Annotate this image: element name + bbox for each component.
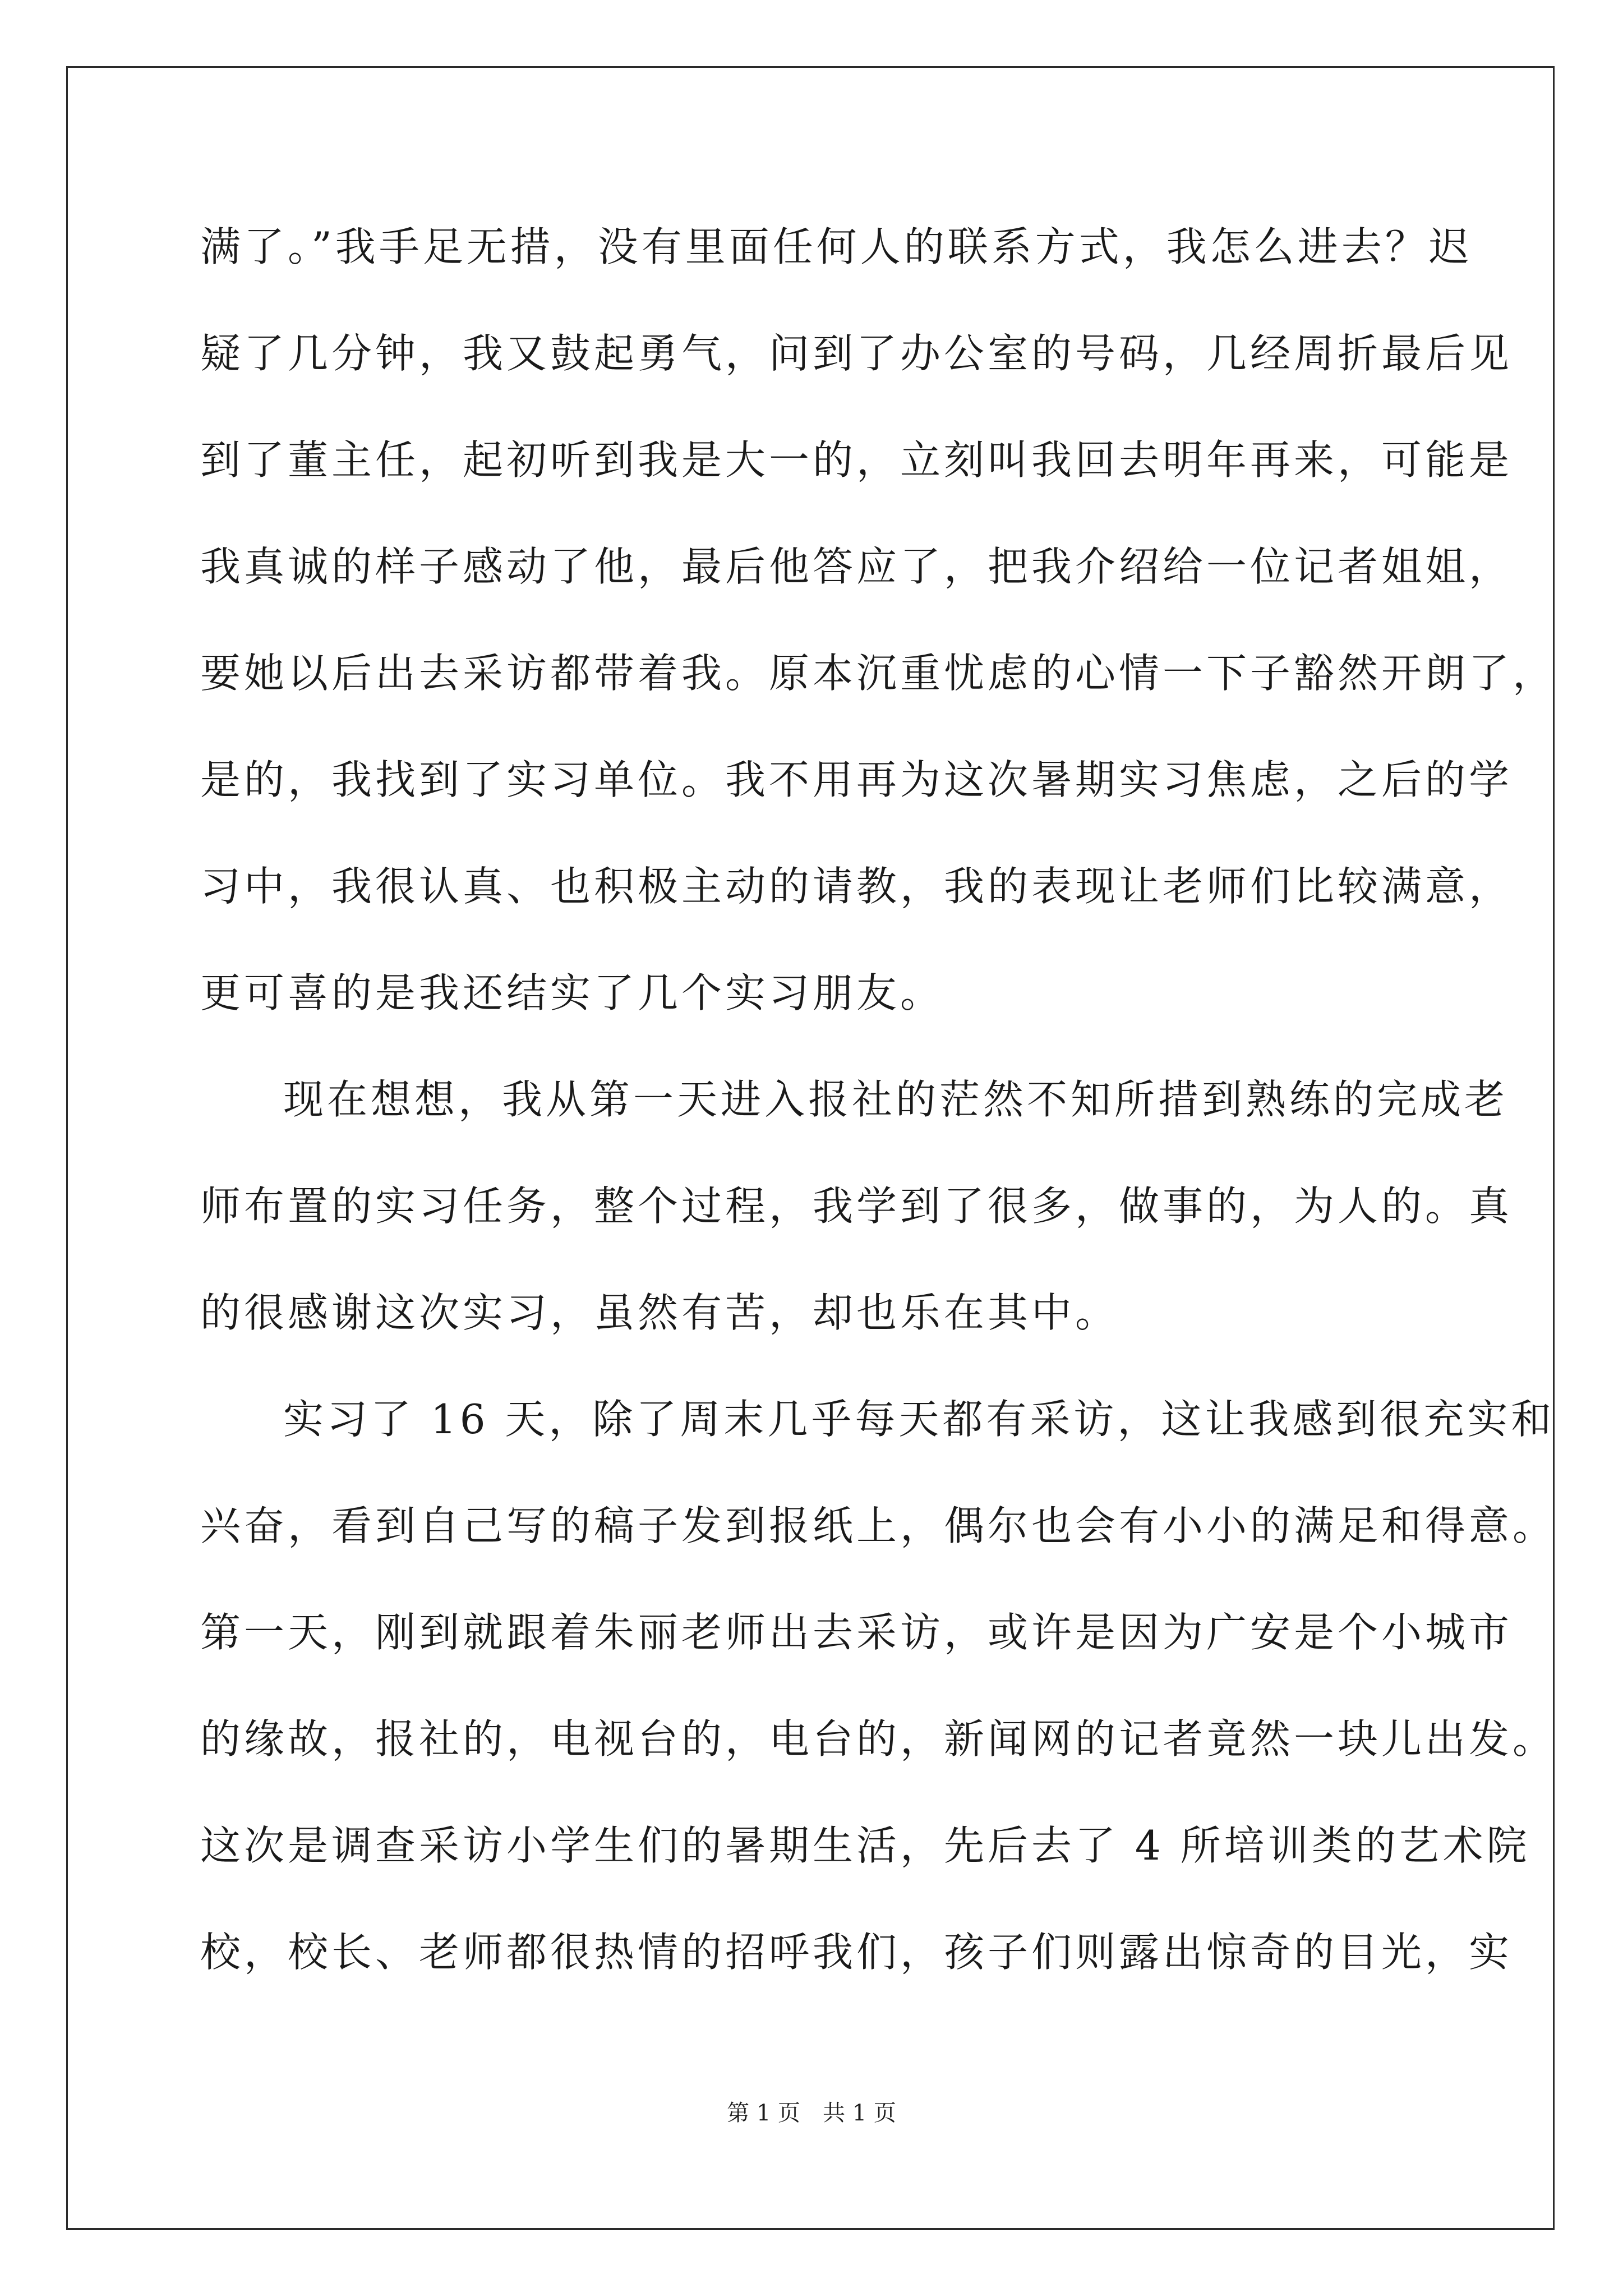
- text-line: 是的，我找到了实习单位。我不用再为这次暑期实习焦虑，之后的学: [200, 756, 1513, 803]
- text-line: 的缘故，报社的，电视台的，电台的，新闻网的记者竟然一块儿出发。: [200, 1715, 1557, 1763]
- paragraph-start-line: 实习了 16 天，除了周末几乎每天都有采访，这让我感到很充实和: [283, 1396, 1555, 1443]
- text-line: 师布置的实习任务，整个过程，我学到了很多，做事的，为人的。真: [200, 1182, 1513, 1230]
- paragraph-start-line: 现在想想，我从第一天进入报社的茫然不知所措到熟练的完成老: [283, 1076, 1509, 1123]
- text-line: 校，校长、老师都很热情的招呼我们，孩子们则露出惊奇的目光，实: [200, 1929, 1513, 1976]
- text-line: 到了董主任，起初听到我是大一的，立刻叫我回去明年再来，可能是: [200, 436, 1513, 484]
- text-line: 这次是调查采访小学生们的暑期生活，先后去了 4 所培训类的艺术院: [200, 1822, 1530, 1869]
- document-body: [200, 213, 1557, 2025]
- text-line: 兴奋，看到自己写的稿子发到报纸上，偶尔也会有小小的满足和得意。: [200, 1502, 1557, 1549]
- text-line: 更可喜的是我还结实了几个实习朋友。: [200, 969, 944, 1016]
- text-line: 要她以后出去采访都带着我。原本沉重忧虑的心情一下子豁然开朗了，: [200, 650, 1557, 697]
- text-line: 的很感谢这次实习，虽然有苦，却也乐在其中。: [200, 1289, 1119, 1336]
- text-line: 疑了几分钟，我又鼓起勇气，问到了办公室的号码，几经周折最后见: [200, 330, 1513, 377]
- text-line: 满了。”我手足无措，没有里面任何人的联系方式，我怎么进去？迟: [200, 223, 1473, 270]
- text-line: 习中，我很认真、也积极主动的请教，我的表现让老师们比较满意，: [200, 863, 1513, 910]
- text-line: 我真诚的样子感动了他，最后他答应了，把我介绍给一位记者姐姐，: [200, 543, 1513, 590]
- page-number-footer: 第 1 页 共 1 页: [727, 2100, 896, 2126]
- text-line: 第一天，刚到就跟着朱丽老师出去采访，或许是因为广安是个小城市: [200, 1609, 1513, 1656]
